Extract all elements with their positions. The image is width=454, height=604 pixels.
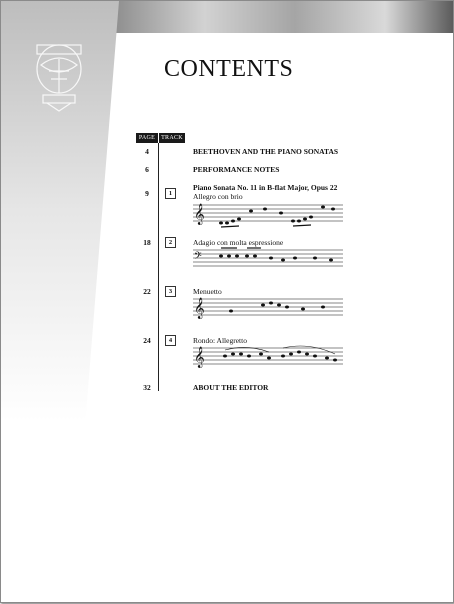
toc-entry-about-editor[interactable]: ABOUT THE EDITOR [193, 383, 269, 392]
section-heading-sonata: Piano Sonata No. 11 in B-flat Major, Opus 22 [193, 183, 338, 192]
track-badge: 1 [165, 188, 176, 199]
music-excerpt-allegro [191, 199, 345, 229]
entry-page-number: 6 [145, 165, 149, 174]
entry-page-number: 9 [145, 189, 149, 198]
column-headers [136, 133, 185, 143]
toc-entry-menuetto[interactable]: Menuetto [193, 287, 222, 296]
toc-entry-performance-notes[interactable]: PERFORMANCE NOTES [193, 165, 280, 174]
entry-page-number: 18 [143, 238, 151, 247]
crest-emblem-icon [27, 39, 91, 113]
track-badge: 3 [165, 286, 176, 297]
entry-page-number: 24 [143, 336, 151, 345]
page-title: CONTENTS [164, 56, 294, 82]
track-badge: 4 [165, 335, 176, 346]
svg-text:𝄞: 𝄞 [194, 204, 205, 224]
page-column-header: PAGE [136, 133, 158, 143]
toc-entry-adagio[interactable]: Adagio con molta espressione [193, 238, 284, 247]
track-badge: 2 [165, 237, 176, 248]
entry-page-number: 4 [145, 147, 149, 156]
svg-text:𝄞: 𝄞 [194, 298, 205, 318]
svg-text:𝄢: 𝄢 [194, 250, 202, 264]
music-excerpt-adagio [191, 244, 345, 274]
toc-entry-rondo[interactable]: Rondo: Allegretto [193, 336, 247, 345]
svg-text:𝄞: 𝄞 [194, 347, 205, 367]
track-column-header: TRACK [159, 133, 185, 143]
entry-page-number: 32 [143, 383, 151, 392]
music-excerpt-rondo [191, 342, 345, 372]
column-divider [158, 143, 159, 391]
music-excerpt-menuetto [191, 293, 345, 323]
toc-entry-beethoven[interactable]: BEETHOVEN AND THE PIANO SONATAS [193, 147, 339, 156]
toc-entry-allegro-con-brio[interactable]: Allegro con brio [193, 192, 243, 201]
entry-page-number: 22 [143, 287, 151, 296]
